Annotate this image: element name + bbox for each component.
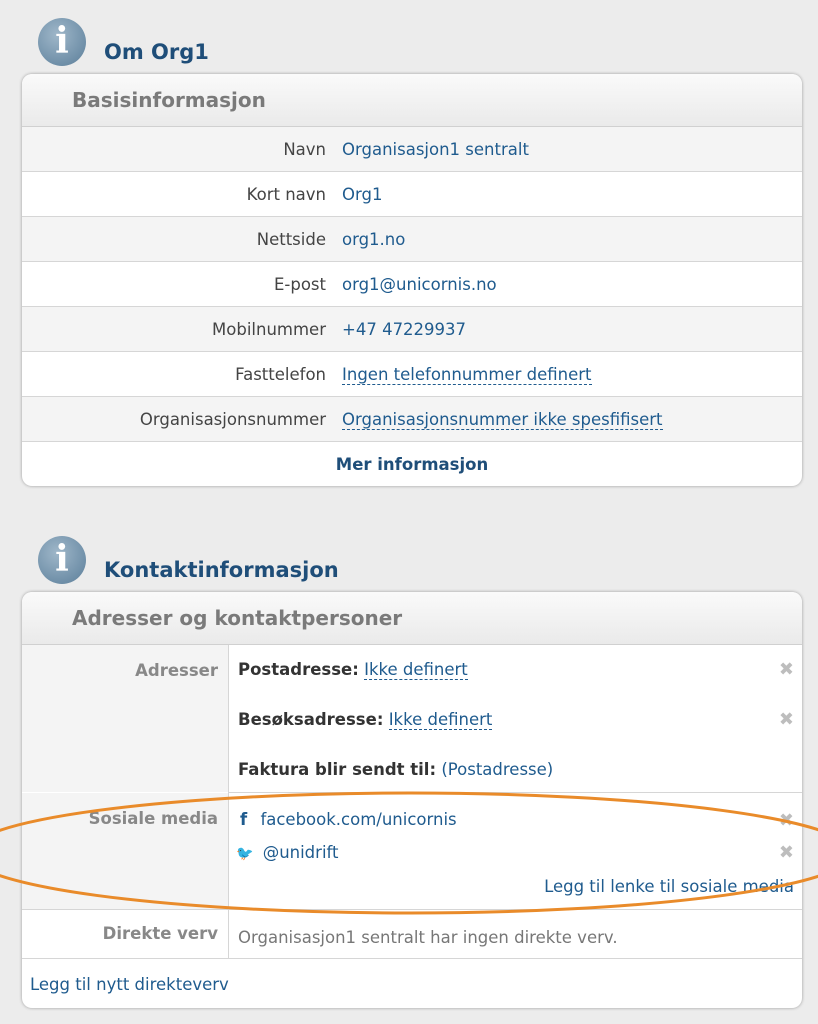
info-table <box>22 127 802 442</box>
row-label-org-number: Organisasjonsnummer <box>139 409 326 429</box>
short-name-value: Org1 <box>342 184 383 204</box>
twitter-icon: 🐦 <box>236 846 254 862</box>
facebook-icon: f <box>240 810 248 829</box>
visit-address-line <box>238 710 492 729</box>
invoice-label: Faktura blir sendt til: <box>238 760 437 779</box>
website-link[interactable]: org1.no <box>342 229 406 249</box>
info-icon: i <box>38 18 86 66</box>
social-item <box>236 843 339 862</box>
table-row <box>22 352 802 397</box>
table-row <box>22 127 802 172</box>
org-number-edit-link[interactable]: Organisasjonsnummer ikke spesfifisert <box>342 409 663 429</box>
remove-twitter-icon[interactable]: ✖ <box>778 842 794 863</box>
facebook-link[interactable]: facebook.com/unicornis <box>260 810 457 829</box>
invoice-line <box>238 760 553 779</box>
row-label-short-name: Kort navn <box>246 184 326 204</box>
add-social-media-line <box>544 877 794 896</box>
panel-title: Basisinformasjon <box>72 88 266 112</box>
row-label-landline: Fasttelefon <box>235 364 326 384</box>
social-media-label: Sosiale media <box>88 809 218 828</box>
row-label-mobile: Mobilnummer <box>212 319 326 339</box>
table-row <box>22 397 802 442</box>
addresses-label-cell <box>22 645 229 792</box>
contact-panel <box>22 592 802 1008</box>
contact-title: Kontaktinformasjon <box>104 558 339 582</box>
table-row <box>22 262 802 307</box>
visit-address-label: Besøksadresse: <box>238 710 384 729</box>
landline-edit-link[interactable]: Ingen telefonnummer definert <box>342 364 592 384</box>
info-icon: i <box>38 536 86 584</box>
remove-postal-address-icon[interactable]: ✖ <box>778 659 794 680</box>
about-title: Om Org1 <box>104 40 209 64</box>
basic-info-panel <box>22 74 802 486</box>
table-row <box>22 217 802 262</box>
direct-roles-value: Organisasjon1 sentralt har ingen direkte verv. <box>238 928 618 947</box>
addresses-label: Adresser <box>135 661 218 680</box>
invoice-address-link[interactable]: (Postadresse) <box>441 760 554 779</box>
mobile-value: +47 47229937 <box>342 319 467 339</box>
postal-address-edit-link[interactable]: Ikke definert <box>364 660 468 679</box>
more-info-button[interactable]: Mer informasjon <box>335 454 489 474</box>
panel-header <box>22 592 802 645</box>
row-label-email: E-post <box>273 274 326 294</box>
panel-header <box>22 74 802 127</box>
row-label-name: Navn <box>283 139 326 159</box>
postal-address-line <box>238 660 468 679</box>
visit-address-edit-link[interactable]: Ikke definert <box>388 710 493 729</box>
panel-title: Adresser og kontaktpersoner <box>72 606 403 630</box>
remove-visit-address-icon[interactable]: ✖ <box>778 709 794 730</box>
social-item <box>240 810 457 829</box>
org-name-value: Organisasjon1 sentralt <box>342 139 529 159</box>
twitter-link[interactable]: @unidrift <box>262 843 339 862</box>
divider <box>22 958 802 959</box>
direct-roles-label: Direkte verv <box>102 924 218 943</box>
add-social-media-link[interactable]: Legg til lenke til sosiale media <box>544 877 794 896</box>
social-label-cell <box>22 793 229 909</box>
remove-facebook-icon[interactable]: ✖ <box>778 810 794 831</box>
divider <box>228 792 802 793</box>
table-row <box>22 307 802 352</box>
postal-address-label: Postadresse: <box>238 660 359 679</box>
email-link[interactable]: org1@unicornis.no <box>342 274 497 294</box>
table-row <box>22 172 802 217</box>
row-label-website: Nettside <box>256 229 326 249</box>
direct-label-cell <box>22 910 229 958</box>
add-direct-role-link[interactable]: Legg til nytt direkteverv <box>30 975 229 994</box>
